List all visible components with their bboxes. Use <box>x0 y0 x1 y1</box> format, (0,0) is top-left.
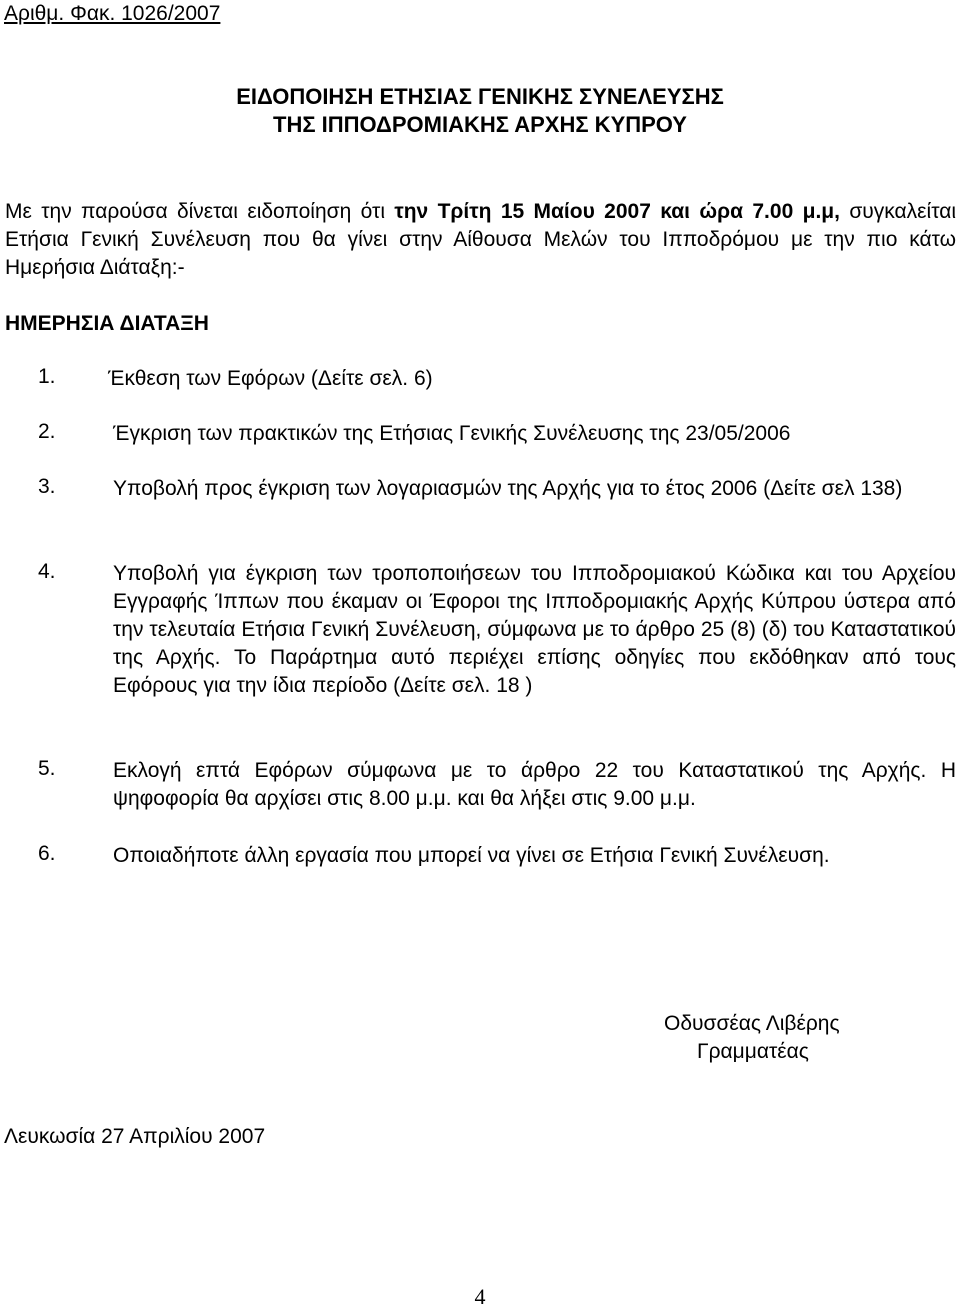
agenda-item-number: 3. <box>38 475 56 498</box>
agenda-item-number: 4. <box>38 560 56 583</box>
agenda-item-number: 2. <box>38 420 56 443</box>
agenda-item-text: Υποβολή για έγκριση των τροποποιήσεων του Ιπποδρομιακού Κώδικα και του Αρχείου Εγγραφής Ίππων που έκαμαν οι Έφοροι της Ιπποδρομιακής Αρχής Κύπρου ύστερα από την τελευταία Ετήσια Γενική Συνέλευση, σύμφωνα με το άρθρο 25 (8) (δ) του Καταστατικού της Αρχής. Το Παράρτημα αυτό περιέχει επίσης οδηγίες που εκδόθηκαν από τους Εφόρους για την ίδια περίοδο (Δείτε σελ. 18 ) <box>113 562 956 697</box>
agenda-item-text: Έκθεση των Εφόρων (Δείτε σελ. 6) <box>108 367 433 390</box>
title-line-1: ΕΙΔΟΠΟΙΗΣΗ ΕΤΗΣΙΑΣ ΓΕΝΙΚΗΣ ΣΥΝΕΛΕΥΣΗΣ <box>236 84 724 109</box>
signatory-name: Οδυσσέας Λιβέρης <box>664 1012 840 1035</box>
agenda-item-text: Υποβολή προς έγκριση των λογαριασμών της Αρχής για το έτος 2006 (Δείτε σελ 138) <box>113 477 903 500</box>
agenda-heading: ΗΜΕΡΗΣΙΑ ΔΙΑΤΑΞΗ <box>5 312 209 335</box>
intro-date-time: την Τρίτη 15 Μαίου 2007 και ώρα 7.00 μ.μ, <box>394 200 840 223</box>
signatory-title: Γραμματέας <box>697 1040 809 1063</box>
intro-rest: συγκαλείται Ετήσια Γενική Συνέλευση που θα γίνει στην Αίθουσα Μελών του Ιπποδρόμου με την πιο κάτω Ημερήσια Διάταξη:- <box>5 200 957 279</box>
agenda-item-text: Οποιαδήποτε άλλη εργασία που μπορεί να γίνει σε Ετήσια Γενική Συνέλευση. <box>113 844 830 867</box>
intro-paragraph <box>5 198 956 282</box>
agenda-item-number: 1. <box>38 365 56 388</box>
agenda-item-number: 5. <box>38 757 56 780</box>
agenda-item-text: Έγκριση των πρακτικών της Ετήσιας Γενικής Συνέλευσης της 23/05/2006 <box>113 422 791 445</box>
intro-lead: Με την παρούσα δίνεται ειδοποίηση ότι <box>5 200 395 223</box>
place-and-date: Λευκωσία 27 Απριλίου 2007 <box>4 1125 266 1148</box>
agenda-item-text: Εκλογή επτά Εφόρων σύμφωνα με το άρθρο 22 του Καταστατικού της Αρχής. Η ψηφοφορία θα αρχίσει στις 8.00 μ.μ. και θα λήξει στις 9.00 μ.μ. <box>113 759 956 810</box>
page-number: 4 <box>474 1284 486 1309</box>
file-reference: Αριθμ. Φακ. 1026/2007 <box>4 2 221 25</box>
title-line-2: ΤΗΣ ΙΠΠΟΔΡΟΜΙΑΚΗΣ ΑΡΧΗΣ ΚΥΠΡΟΥ <box>273 112 687 137</box>
agenda-item-number: 6. <box>38 842 56 865</box>
